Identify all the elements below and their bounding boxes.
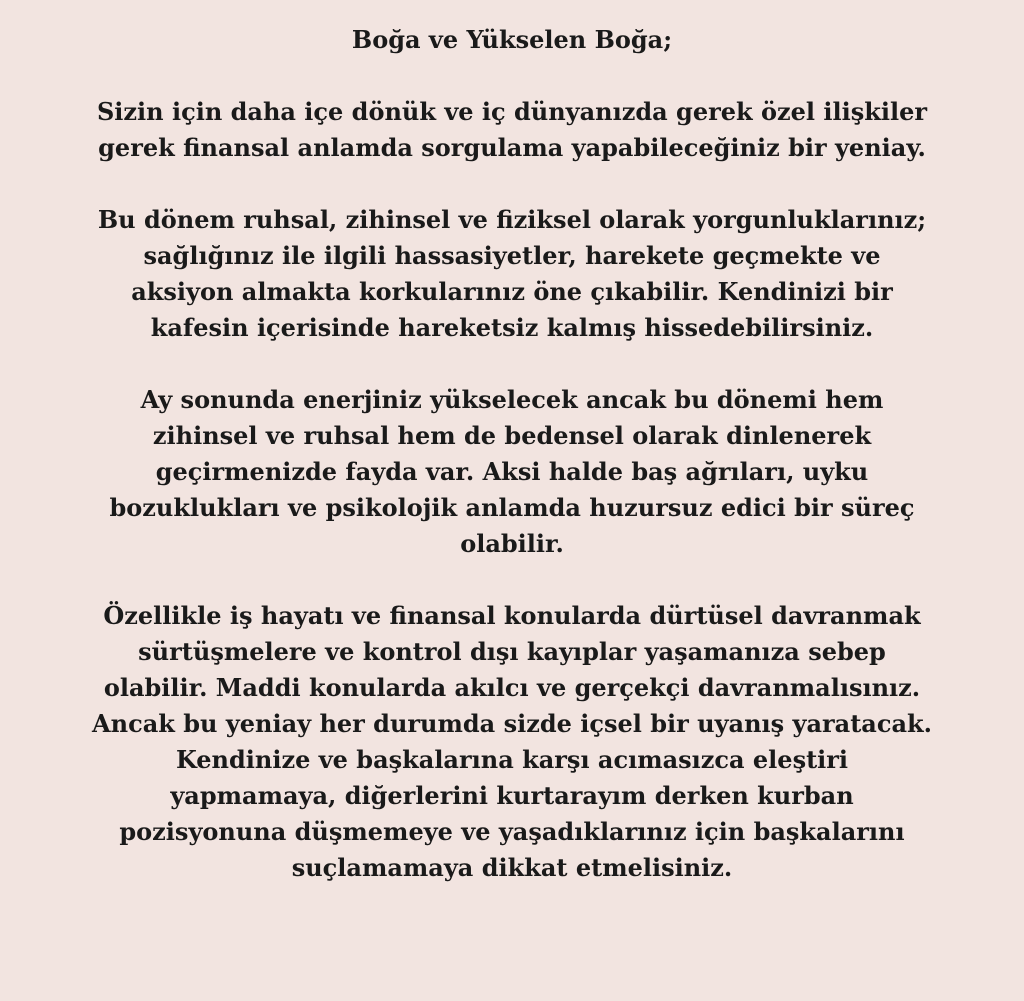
paragraph-line: olabilir. Maddi konularda akılcı ve gerçekçi davranmalısınız. [103,673,921,702]
paragraph-line: sürtüşmelere ve kontrol dışı kayıplar yaşamanıza sebep [138,637,886,666]
paragraph-4 [0,598,1024,886]
paragraph-line: yapmamaya, diğerlerini kurtarayım derken kurban [170,781,854,810]
paragraph-line: geçirmenizde fayda var. Aksi halde baş ağrıları, uyku [155,457,869,486]
paragraph-line: pozisyonuna düşmemeye ve yaşadıklarınız için başkalarını [119,817,905,846]
paragraph-line: sağlığınız ile ilgili hassasiyetler, harekete geçmekte ve [143,241,881,270]
paragraph-1 [0,94,1024,166]
paragraph-line: Bu dönem ruhsal, zihinsel ve fiziksel olarak yorgunluklarınız; [97,205,927,234]
paragraph-line: zihinsel ve ruhsal hem de bedensel olarak dinlenerek [152,421,872,450]
paragraph-line: Kendinize ve başkalarına karşı acımasızca eleştiri [175,745,849,774]
paragraph-line: Sizin için daha içe dönük ve iç dünyanızda gerek özel ilişkiler [96,97,928,126]
paragraph-line: Ancak bu yeniay her durumda sizde içsel bir uyanış yaratacak. [92,709,932,738]
paragraph-line: kafesin içerisinde hareketsiz kalmış hissedebilirsiniz. [150,313,874,342]
paragraph-line: gerek finansal anlamda sorgulama yapabileceğiniz bir yeniay. [98,133,926,162]
document-title: Boğa ve Yükselen Boğa; [351,25,673,54]
paragraph-line: suçlamamaya dikkat etmelisiniz. [291,853,733,882]
paragraph-line: Özellikle iş hayatı ve finansal konularda dürtüsel davranmak [103,601,921,630]
paragraph-line: olabilir. [460,529,564,558]
paragraph-2 [0,202,1024,346]
paragraph-3 [0,382,1024,562]
paragraph-line: bozuklukları ve psikolojik anlamda huzursuz edici bir süreç [109,493,915,522]
paragraph-line: Ay sonunda enerjiniz yükselecek ancak bu dönemi hem [140,385,884,414]
paragraph-line: aksiyon almakta korkularınız öne çıkabilir. Kendinizi bir [131,277,893,306]
